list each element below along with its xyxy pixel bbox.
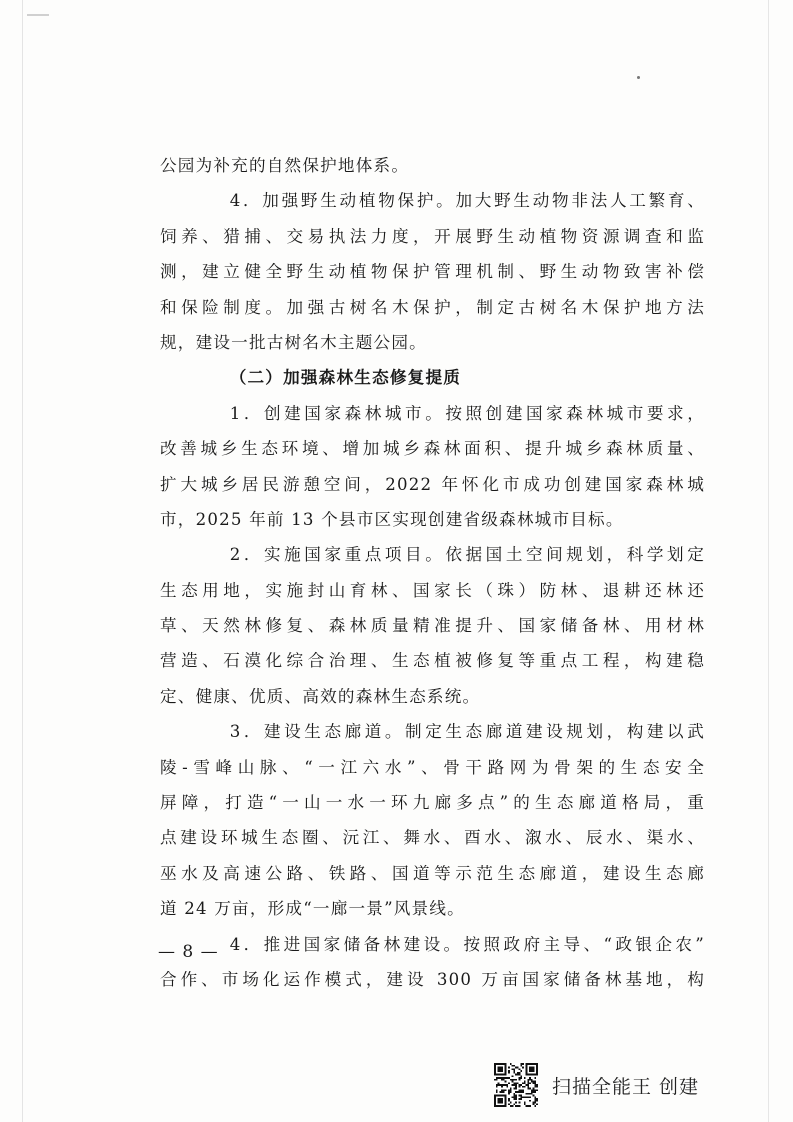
text-line: 和保险制度。加强古树名木保护，制定古树名木保护地方法 — [160, 297, 705, 317]
page-number: — 8 — — [158, 942, 219, 962]
scan-speck — [637, 76, 640, 79]
text-line: 1．创建国家森林城市。按照创建国家森林城市要求， — [229, 403, 705, 423]
text-line: 3．建设生态廊道。制定生态廊道建设规划，构建以武 — [229, 722, 705, 742]
text-line: 草、天然林修复、森林质量精准提升、国家储备林、用材林 — [160, 616, 705, 636]
text-line: 规，建设一批古树名木主题公园。 — [160, 332, 427, 352]
qr-code-icon — [494, 1063, 538, 1107]
text-line: 陵-雪峰山脉、“一江六水”、骨干路网为骨架的生态安全 — [160, 757, 705, 777]
document-body — [160, 148, 705, 997]
text-line: 公园为补充的自然保护地体系。 — [160, 156, 410, 175]
scan-mark — [27, 14, 49, 16]
section-heading: （二）加强森林生态修复提质 — [229, 368, 462, 388]
text-line: 扩大城乡居民游憩空间，2022 年怀化市成功创建国家森林城 — [160, 474, 705, 494]
page-edge-left — [22, 0, 23, 1122]
scanner-label: 扫描全能王 创建 — [552, 1075, 700, 1098]
text-line: 生态用地，实施封山育林、国家长（珠）防林、退耕还林还 — [160, 580, 705, 600]
text-line: 营造、石漠化综合治理、生态植被修复等重点工程，构建稳 — [160, 651, 705, 671]
text-line: 4．推进国家储备林建设。按照政府主导、“政银企农” — [229, 934, 705, 954]
text-line: 2．实施国家重点项目。依据国土空间规划，科学划定 — [229, 545, 705, 565]
text-line: 测，建立健全野生动植物保护管理机制、野生动物致害补偿 — [160, 262, 705, 282]
text-line: 定、健康、优质、高效的森林生态系统。 — [160, 686, 481, 706]
text-line: 点建设环城生态圈、沅江、舞水、酉水、溆水、辰水、渠水、 — [160, 828, 705, 848]
text-line: 改善城乡生态环境、增加城乡森林面积、提升城乡森林质量、 — [160, 439, 705, 459]
page-edge-right — [768, 0, 769, 1122]
text-line: 市，2025 年前 13 个县市区实现创建省级森林城市目标。 — [160, 509, 624, 529]
text-line: 合作、市场化运作模式，建设 300 万亩国家储备林基地，构 — [160, 969, 705, 989]
text-line: 4．加强野生动植物保护。加大野生动物非法人工繁育、 — [229, 191, 705, 211]
text-line: 道 24 万亩，形成“一廊一景”风景线。 — [160, 899, 465, 919]
text-line: 饲养、猎捕、交易执法力度，开展野生动植物资源调查和监 — [160, 226, 705, 246]
text-line: 屏障，打造“一山一水一环九廊多点”的生态廊道格局，重 — [160, 793, 705, 813]
text-line: 巫水及高速公路、铁路、国道等示范生态廊道，建设生态廊 — [160, 863, 705, 883]
scanner-watermark — [494, 1063, 699, 1107]
